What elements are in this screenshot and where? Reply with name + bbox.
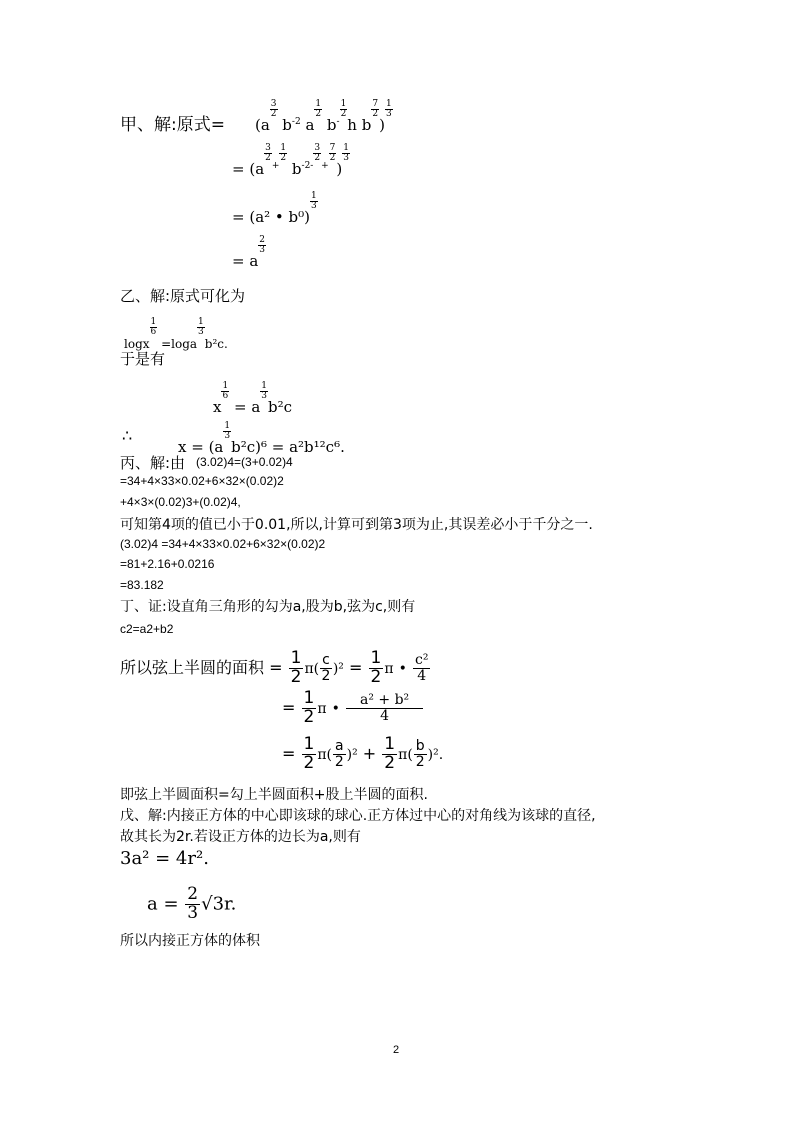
wu-equation1: 3a² = 4r². <box>120 848 209 869</box>
jia-label: 甲、解:原式= <box>120 115 225 135</box>
ding-conclusion: 即弦上半圆面积=勾上半圆面积+股上半圆的面积. <box>120 787 428 803</box>
yi-label: 乙、解:原式可化为 <box>120 287 246 305</box>
bing-line6: =81+2.16+0.0216 <box>120 557 215 571</box>
wu-equation2: a = $\frac{2}{3}$ √3r. <box>147 884 237 923</box>
yi-x-solution: x = (a $\frac{1}{3}$ b²c)⁶ = a²b¹²c⁶. <box>178 421 345 456</box>
bing-line5: (3.02)4 =34+4×33×0.02+6×32×(0.02)2 <box>120 537 326 551</box>
ding-label: 丁、证:设直角三角形的勾为a,股为b,弦为c,则有 <box>120 599 416 615</box>
jia-line4-expression: = a $\frac{2}{3}$ <box>232 235 266 270</box>
bing-line2: =34+4×33×0.02+6×32×(0.02)2 <box>120 474 284 488</box>
bing-label: 丙、解:由 <box>120 454 186 472</box>
ding-c-equation: c2=a2+b2 <box>120 622 174 636</box>
yi-yushi: 于是有 <box>120 350 166 368</box>
jia-line3-expression: = (a² • b⁰) $\frac{1}{3}$ <box>232 191 317 226</box>
bing-line7: =83.182 <box>120 578 164 592</box>
ding-area-line2: = $\frac{1}{2}$ π • $\frac{\text{a² + b²}}{4}$ <box>282 690 424 727</box>
bing-line1: (3.02)4=(3+0.02)4 <box>196 455 293 469</box>
jia-line1-expression: (a $\frac{3}{2}$ $b^{-2}$ a $\frac{1}{2}$ b- $\frac{1}{2}$ h b $\frac{7}{2}$ ) $\frac{1}{3}$ <box>255 99 392 134</box>
wu-line2: 故其长为2r.若设正方体的边长为a,则有 <box>120 829 361 845</box>
yi-therefore-symbol: ∴ <box>122 426 133 445</box>
jia-line2-expression: = (a $\frac{3}{2}$ + $\frac{1}{2}$ $b^{-2-}$ $\frac{3}{2}$ + $\frac{7}{2}$ ) $\frac{1}{3}$ <box>232 143 349 178</box>
page-number: 2 <box>393 1044 400 1056</box>
bing-line3: +4×3×(0.02)3+(0.02)4, <box>120 495 241 509</box>
bing-line4: 可知第4项的值已小于0.01,所以,计算可到第3项为止,其误差必小于千分之一. <box>120 517 593 533</box>
wu-line1: 戊、解:内接正方体的中心即该球的球心.正方体过中心的对角线为该球的直径, <box>120 808 596 824</box>
ding-area-line3: = $\frac{1}{2}$ π( $\frac{a}{2}$ )² + $\frac{1}{2}$ π( $\frac{b}{2}$ )². <box>282 734 444 773</box>
wu-tail: 所以内接正方体的体积 <box>120 933 260 949</box>
yi-log-equation: logx $\frac{1}{6}$ =loga $\frac{1}{3}$ b²c. <box>124 317 228 351</box>
ding-area-line1: 所以弦上半圆的面积 = $\frac{1}{2}$ π( $\frac{c}{2}$ )² = $\frac{1}{2}$ π • $\frac{\text{c²}}{4}$ <box>120 648 429 687</box>
yi-x-equation: x $\frac{1}{6}$ = a $\frac{1}{3}$ b²c <box>213 381 293 416</box>
